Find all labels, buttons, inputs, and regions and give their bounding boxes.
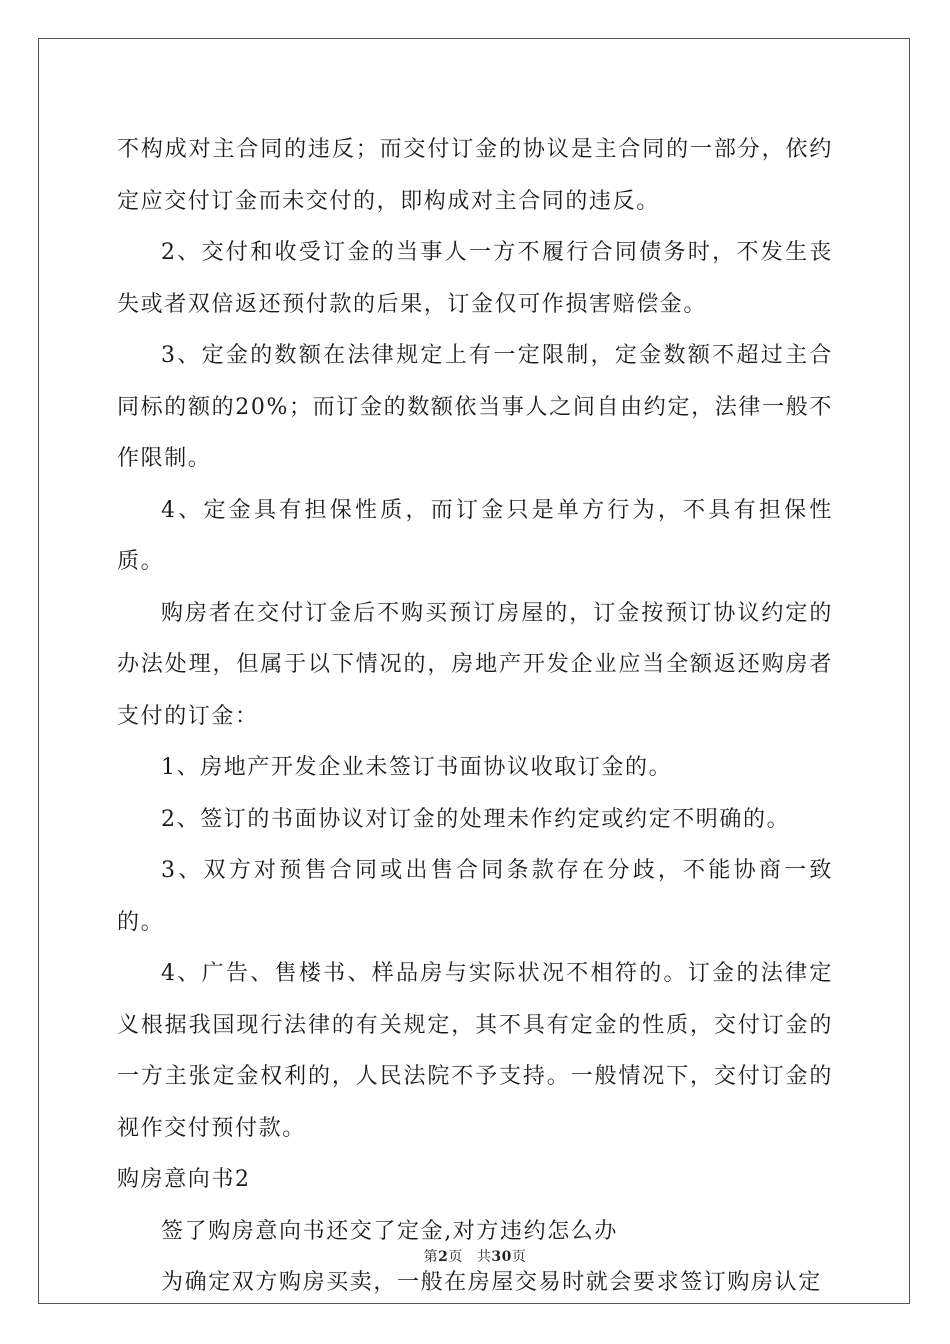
page-prefix: 第: [423, 1249, 439, 1265]
paragraph-2: 2、交付和收受订金的当事人一方不履行合同债务时，不发生丧失或者双倍返还预付款的后果，订金仅可作损害赔偿金。: [117, 240, 833, 317]
page-footer: [0, 1246, 950, 1266]
section-heading: 购房意向书2: [117, 1167, 251, 1192]
total-pages: 30: [491, 1249, 512, 1265]
paragraph-4: 4、定金具有担保性质，而订金只是单方行为，不具有担保性质。: [117, 497, 833, 574]
page-suffix: 页: [448, 1249, 463, 1265]
section-paragraph-2: 为确定双方购房买卖，一般在房屋交易时就会要求签订购房认定: [161, 1270, 822, 1295]
paragraph-8: 3、双方对预售合同或出售合同条款存在分歧，不能协商一致的。: [117, 858, 833, 935]
section-paragraph-1: 签了购房意向书还交了定金,对方违约怎么办: [161, 1218, 618, 1244]
paragraph-6: 1、房地产开发企业未签订书面协议收取订金的。: [161, 755, 673, 780]
paragraph-9: 4、广告、售楼书、样品房与实际状况不相符的。订金的法律定义根据我国现行法律的有关规定，其不具有定金的性质，交付订金的一方主张定金权利的，人民法院不予支持。一般情况下，交付订金的视作交付预付款。: [117, 961, 833, 1141]
page-number: 2: [438, 1249, 449, 1265]
paragraph-5: 购房者在交付订金后不购买预订房屋的，订金按预订协议约定的办法处理，但属于以下情况的，房地产开发企业应当全额返还购房者支付的订金：: [117, 600, 833, 729]
total-prefix: 共: [476, 1249, 492, 1265]
paragraph-1: 不构成对主合同的违反；而交付订金的协议是主合同的一部分，依约定应交付订金而未交付的，即构成对主合同的违反。: [117, 137, 833, 214]
paragraph-7: 2、签订的书面协议对订金的处理未作约定或约定不明确的。: [161, 806, 791, 832]
document-body: [117, 124, 833, 1309]
total-suffix: 页: [511, 1249, 527, 1265]
paragraph-3: 3、定金的数额在法律规定上有一定限制，定金数额不超过主合同标的额的20%；而订金的数额依当事人之间自由约定，法律一般不作限制。: [117, 343, 833, 471]
